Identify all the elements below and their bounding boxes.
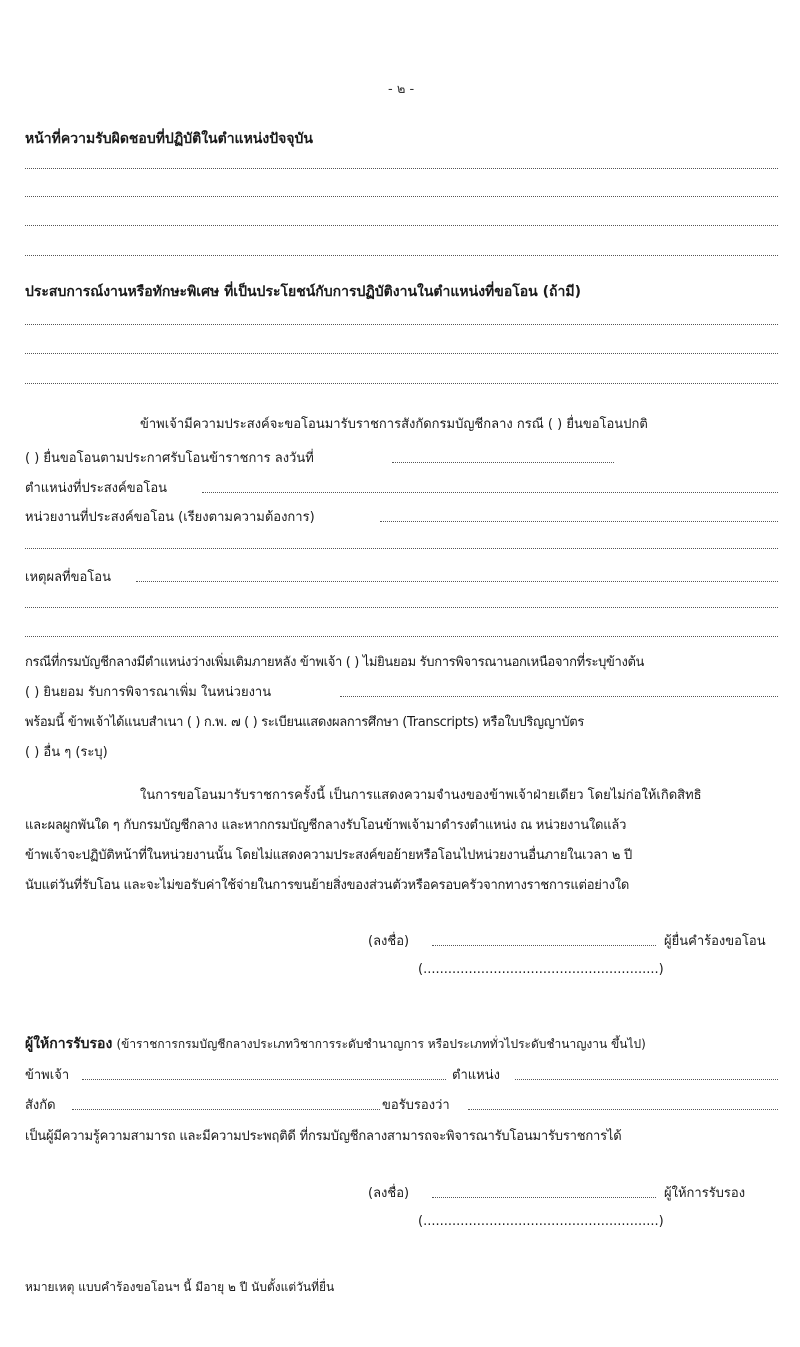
- applicant-signature-field[interactable]: [432, 945, 656, 946]
- certifier-affiliation-field[interactable]: [72, 1109, 380, 1110]
- applicant-name-line[interactable]: (.........................................................): [418, 962, 664, 977]
- page-number: - ๒ -: [388, 82, 415, 97]
- reason-field-extra[interactable]: [25, 636, 778, 637]
- certifier-qualification: (ข้าราชการกรมบัญชีกลางประเภทวิชาการระดับชำนาญการ หรือประเภททั่วไประดับชำนาญงาน ขึ้นไป): [116, 1037, 646, 1051]
- announcement-date-field[interactable]: [392, 462, 614, 463]
- applicant-role: ผู้ยื่นคำร้องขอโอน: [664, 934, 766, 949]
- consent-line-2: ( ) ยินยอม รับการพิจารณาเพิ่ม ในหน่วยงาน: [25, 685, 272, 700]
- section1-heading: หน้าที่ความรับผิดชอบที่ปฏิบัติในตำแหน่งปัจจุบัน: [25, 131, 313, 147]
- certifier-name-label: ข้าพเจ้า: [25, 1068, 70, 1083]
- reason-field[interactable]: [136, 581, 778, 582]
- answer-line[interactable]: [25, 225, 778, 226]
- answer-line[interactable]: [25, 196, 778, 197]
- certifier-sign-label: (ลงชื่อ): [368, 1186, 410, 1201]
- certifier-affiliation-label: สังกัด: [25, 1098, 56, 1113]
- consent-line-3: พร้อมนี้ ข้าพเจ้าได้แนบสำเนา ( ) ก.พ. ๗ ( ) ระเบียนแสดงผลการศึกษา (Transcripts) หรือใบปริญญาบัตร: [25, 715, 585, 730]
- certifier-signature-field[interactable]: [432, 1197, 656, 1198]
- answer-line[interactable]: [25, 324, 778, 325]
- consent-line-4: ( ) อื่น ๆ (ระบุ): [25, 745, 108, 760]
- footnote: หมายเหตุ แบบคำร้องขอโอนฯ นี้ มีอายุ ๒ ปี นับตั้งแต่วันที่ยื่น: [25, 1280, 335, 1294]
- reason-field-extra[interactable]: [25, 607, 778, 608]
- answer-line[interactable]: [25, 168, 778, 169]
- position-field[interactable]: [202, 492, 778, 493]
- certifier-role: ผู้ให้การรับรอง: [664, 1186, 746, 1201]
- declaration-line-2: และผลผูกพันใด ๆ กับกรมบัญชีกลาง และหากกรมบัญชีกลางรับโอนข้าพเจ้ามาดำรงตำแหน่ง ณ หน่วยงานใดแล้ว: [25, 818, 627, 833]
- certifier-title: ผู้ให้การรับรอง: [25, 1036, 113, 1052]
- additional-unit-field[interactable]: [340, 696, 778, 697]
- certifier-name-field[interactable]: [82, 1079, 446, 1080]
- answer-line[interactable]: [25, 255, 778, 256]
- certifier-position-field[interactable]: [515, 1079, 778, 1080]
- applicant-sign-label: (ลงชื่อ): [368, 934, 410, 949]
- declaration-line-3: ข้าพเจ้าจะปฏิบัติหน้าที่ในหน่วยงานนั้น โดยไม่แสดงความประสงค์ขอย้ายหรือโอนไปหน่วยงานอื่นภายในเวลา ๒ ปี: [25, 848, 633, 863]
- unit-label: หน่วยงานที่ประสงค์ขอโอน (เรียงตามความต้องการ): [25, 510, 315, 525]
- request-line-2: ( ) ยื่นขอโอนตามประกาศรับโอนข้าราชการ ลงวันที่: [25, 451, 314, 466]
- certifier-name-line[interactable]: (.........................................................): [418, 1214, 664, 1229]
- certifier-position-label: ตำแหน่ง: [452, 1068, 500, 1083]
- position-label: ตำแหน่งที่ประสงค์ขอโอน: [25, 481, 168, 496]
- declaration-line-4: นับแต่วันที่รับโอน และจะไม่ขอรับค่าใช้จ่ายในการขนย้ายสิ่งของส่วนตัวหรือครอบครัวจากทางราชการแต่อย่างใด: [25, 878, 630, 893]
- unit-field[interactable]: [380, 521, 778, 522]
- reason-label: เหตุผลที่ขอโอน: [25, 570, 111, 585]
- section2-heading: ประสบการณ์งานหรือทักษะพิเศษ ที่เป็นประโยชน์กับการปฏิบัติงานในตำแหน่งที่ขอโอน (ถ้ามี): [25, 284, 581, 300]
- certifier-statement: เป็นผู้มีความรู้ความสามารถ และมีความประพฤติดี ที่กรมบัญชีกลางสามารถจะพิจารณารับโอนมารับราชการได้: [25, 1129, 622, 1144]
- consent-line-1: กรณีที่กรมบัญชีกลางมีตำแหน่งว่างเพิ่มเติมภายหลัง ข้าพเจ้า ( ) ไม่ยินยอม รับการพิจารณานอกเหนือจากที่ระบุข้างต้น: [25, 655, 645, 670]
- answer-line[interactable]: [25, 383, 778, 384]
- certifier-certify-label: ขอรับรองว่า: [382, 1098, 450, 1113]
- request-line-1: ข้าพเจ้ามีความประสงค์จะขอโอนมารับราชการสังกัดกรมบัญชีกลาง กรณี ( ) ยื่นขอโอนปกติ: [140, 417, 648, 432]
- certifier-certify-field[interactable]: [468, 1109, 778, 1110]
- declaration-line-1: ในการขอโอนมารับราชการครั้งนี้ เป็นการแสดงความจำนงของข้าพเจ้าฝ่ายเดียว โดยไม่ก่อให้เกิดสิทธิ: [140, 788, 702, 803]
- unit-field-extra[interactable]: [25, 548, 778, 549]
- answer-line[interactable]: [25, 353, 778, 354]
